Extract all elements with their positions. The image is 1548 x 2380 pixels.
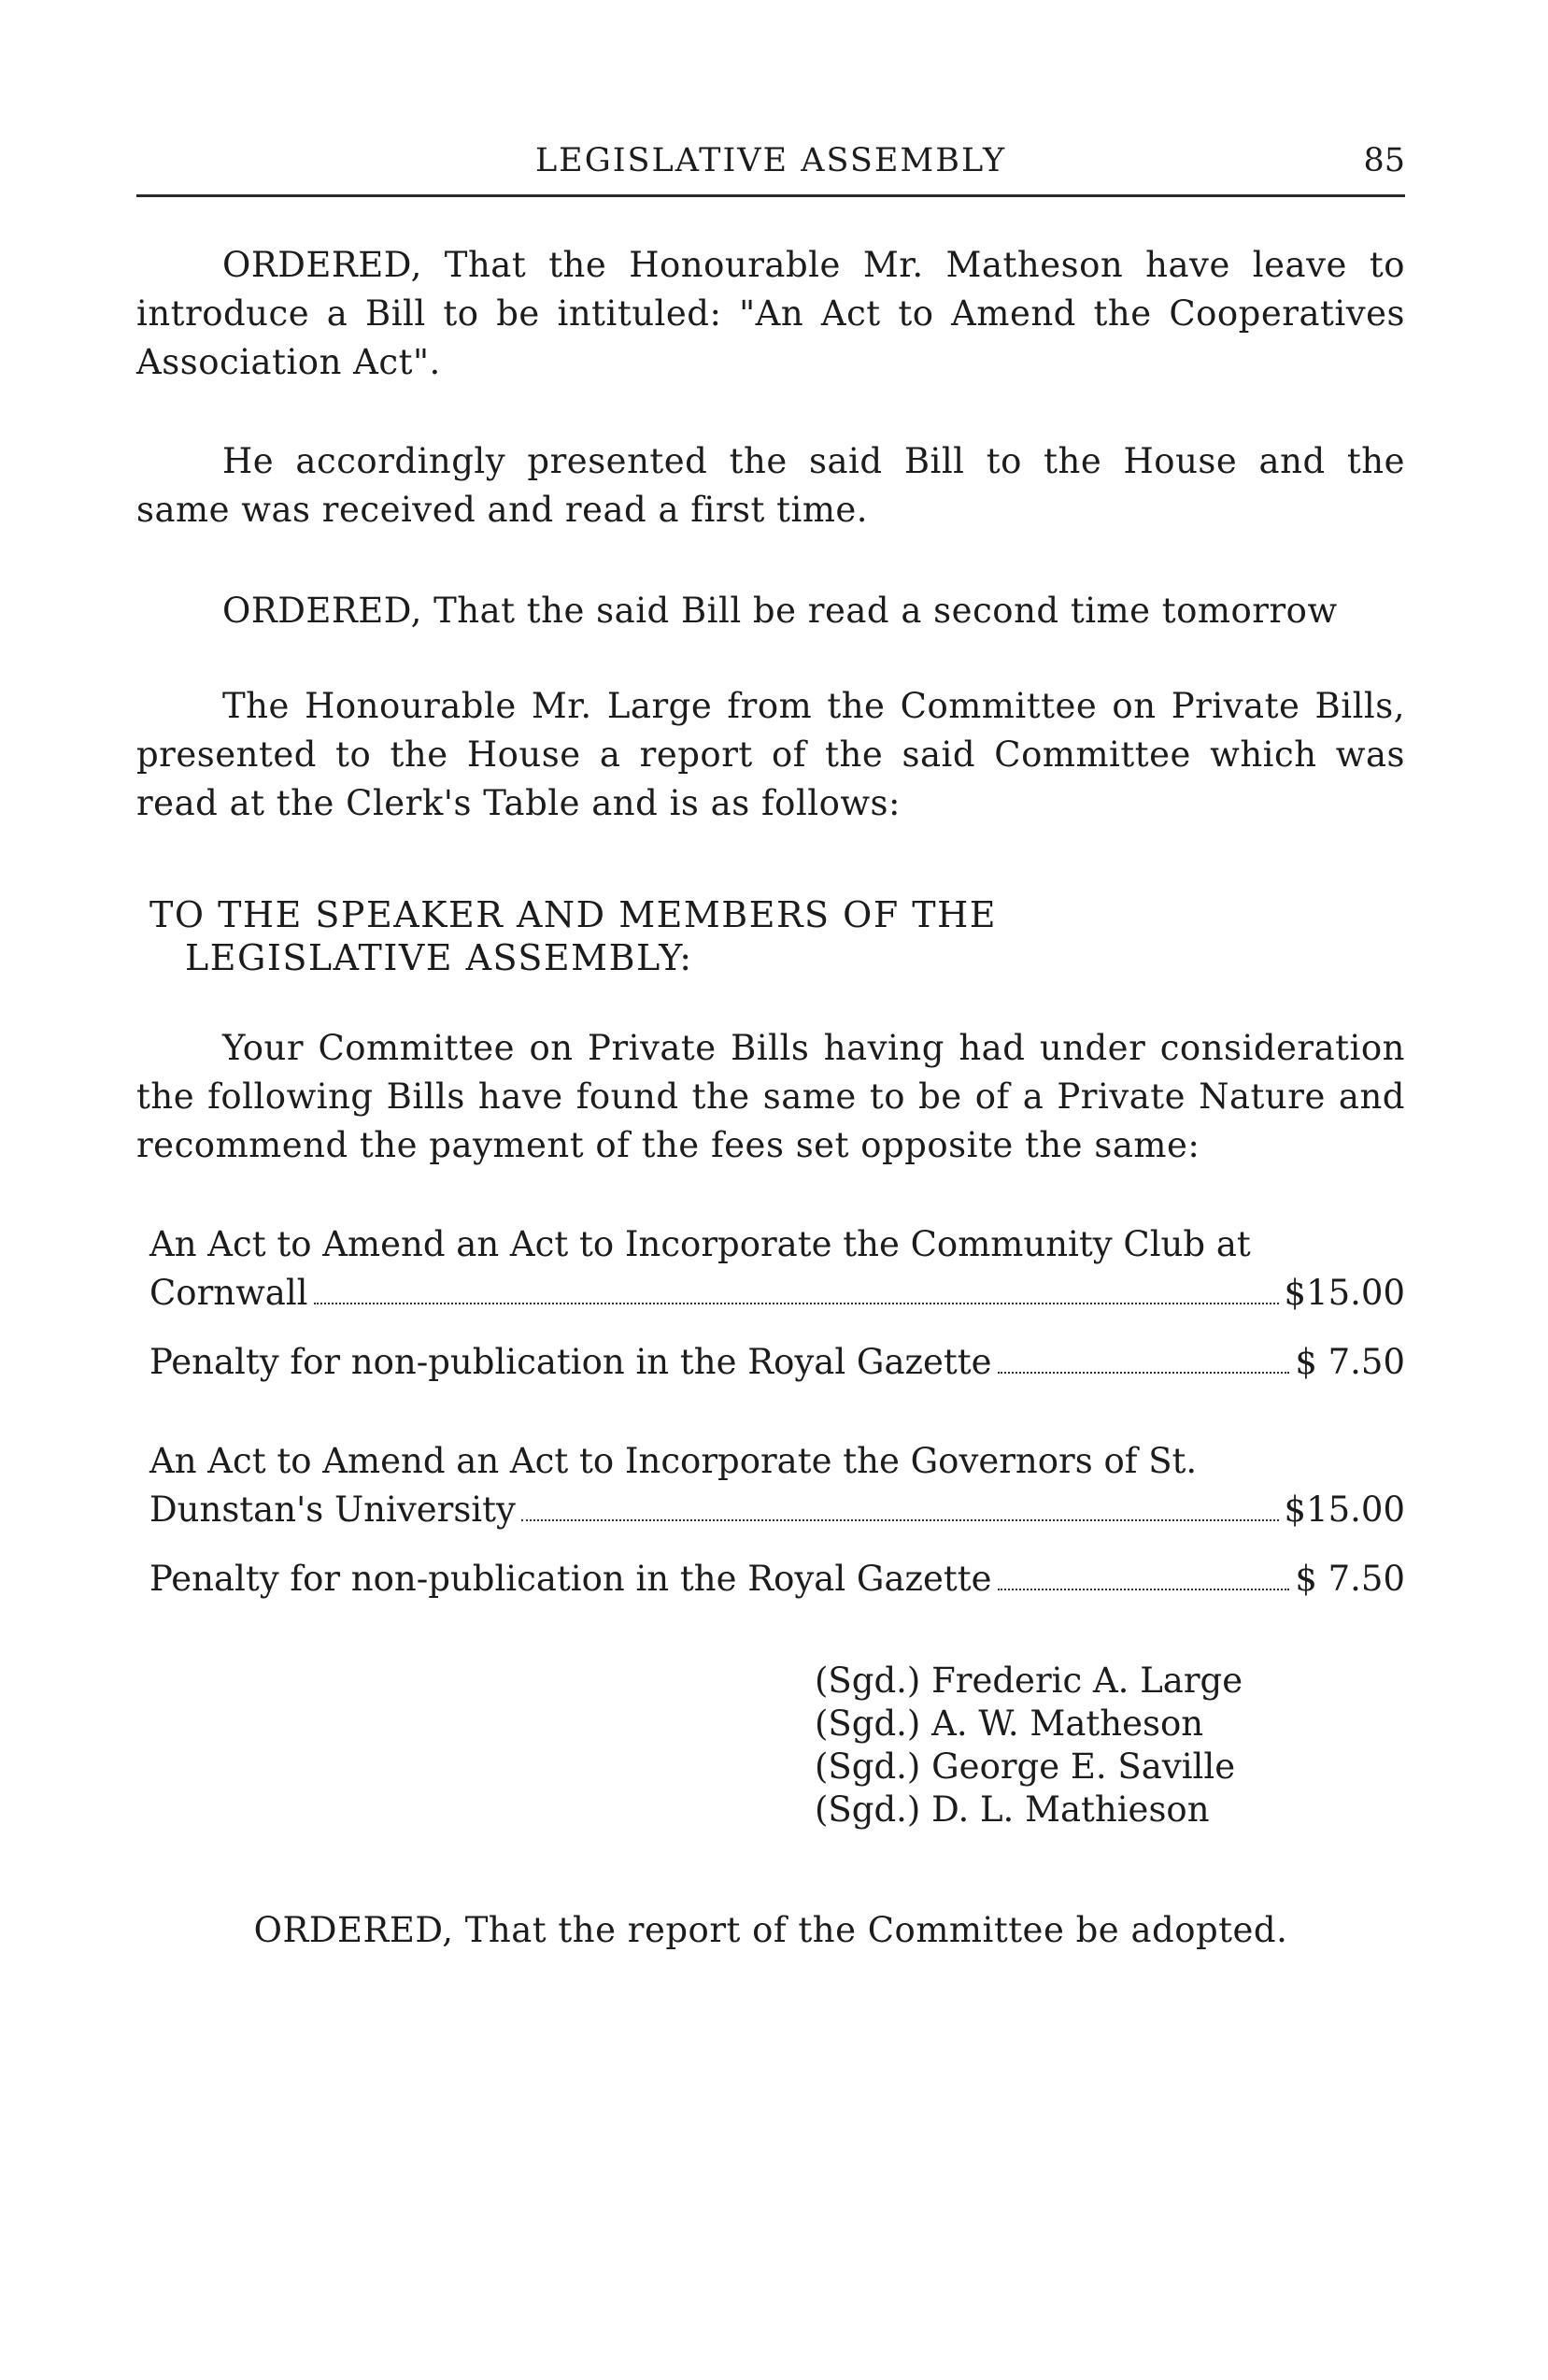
fee-item-label: Penalty for non-publication in the Royal Gazette [149, 1559, 992, 1599]
fee-item-community-club [149, 1220, 1405, 1318]
fee-item-penalty-1 [149, 1338, 1405, 1387]
page-number: 85 [1363, 142, 1405, 179]
fee-amount: $ 7.50 [1295, 1559, 1405, 1599]
fee-amount: $ 7.50 [1295, 1342, 1405, 1382]
signature-block [815, 1660, 1243, 1831]
signature-line: (Sgd.) George E. Saville [815, 1746, 1236, 1787]
paragraph-report-adopted: ORDERED, That the report of the Committee be adopted. [253, 1910, 1288, 1950]
signature-line: (Sgd.) A. W. Matheson [815, 1703, 1204, 1744]
paragraph-second-reading: ORDERED, That the said Bill be read a second time tomorrow [222, 591, 1338, 631]
fee-item-label: Penalty for non-publication in the Royal Gazette [149, 1342, 992, 1382]
fee-item-title: An Act to Amend an Act to Incorporate the Community Club at [149, 1224, 1251, 1264]
dot-leader [998, 1589, 1290, 1590]
address-line-1: TO THE SPEAKER AND MEMBERS OF THE [149, 894, 997, 935]
paragraph-committee-report: The Honourable Mr. Large from the Committee on Private Bills, presented to the House a report of the said Committee which was read at the Clerk's Table and is as follows: [136, 686, 1405, 823]
report-address [149, 893, 1345, 979]
paragraph-bill-presented: He accordingly presented the said Bill to the House and the same was received and read a first time. [136, 441, 1405, 530]
fee-amount: $15.00 [1284, 1489, 1405, 1530]
signature-line: (Sgd.) D. L. Mathieson [815, 1789, 1210, 1830]
address-line-2: LEGISLATIVE ASSEMBLY: [185, 937, 693, 978]
paragraph-report-intro: Your Committee on Private Bills having had under consideration the following Bills have found the same to be of a Private Nature and recommend the payment of the fees set opposite the same: [136, 1028, 1405, 1165]
fee-item-penalty-2 [149, 1555, 1405, 1603]
signature-line: (Sgd.) Frederic A. Large [815, 1660, 1243, 1701]
paragraph-leave-to-introduce: ORDERED, That the Honourable Mr. Matheson have leave to introduce a Bill to be intituled: "An Act to Amend the Cooperatives Association Act". [136, 245, 1405, 382]
running-title: LEGISLATIVE ASSEMBLY [534, 142, 1007, 179]
fee-item-title: An Act to Amend an Act to Incorporate the Governors of St. [149, 1441, 1198, 1481]
dot-leader [521, 1519, 1279, 1521]
dot-leader [998, 1372, 1290, 1374]
fee-item-label: Dunstan's University [149, 1489, 516, 1530]
fee-item-label: Cornwall [149, 1273, 308, 1313]
fee-amount: $15.00 [1284, 1273, 1405, 1313]
page-header [136, 138, 1405, 197]
fee-item-st-dunstans [149, 1437, 1405, 1534]
dot-leader [314, 1303, 1279, 1304]
